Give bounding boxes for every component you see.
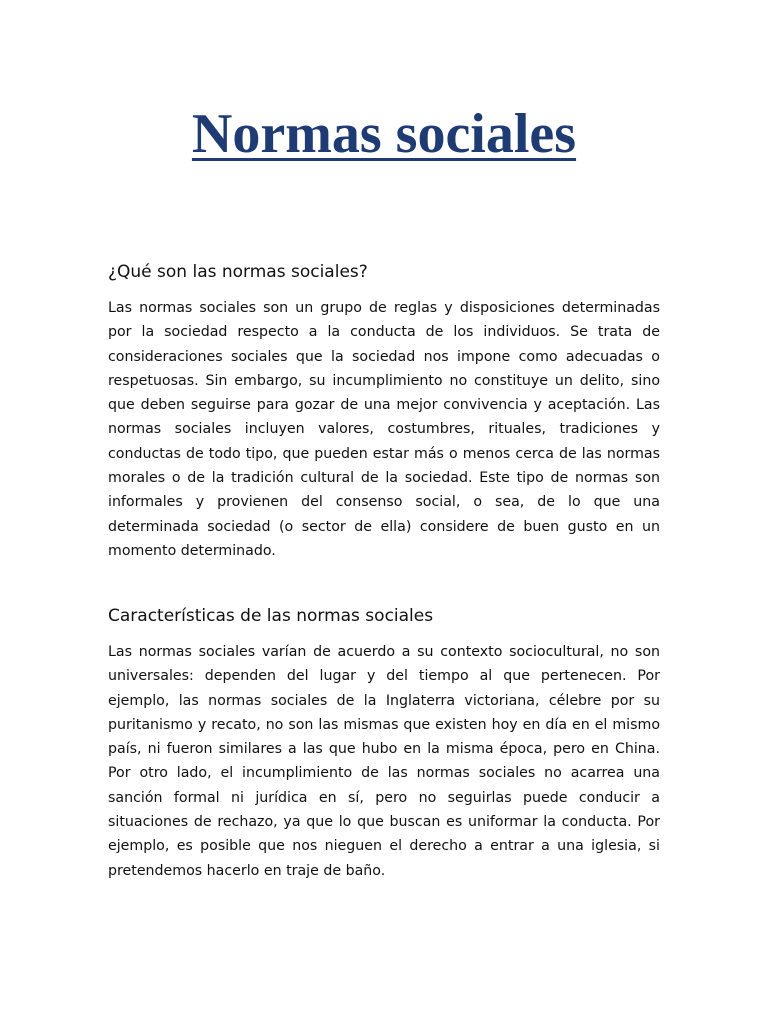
section-que-son xyxy=(108,258,660,563)
section-paragraph: Las normas sociales varían de acuerdo a su contexto sociocultural, no son universales: dependen del lugar y del tiempo al que pertenecen. Por ejemplo, las normas sociales de la Inglaterra victoriana, célebre por su puritanismo y recato, no son las mismas que existen hoy en día en el mismo país, ni fueron similares a las que hubo en la misma época, pero en China. Por otro lado, el incumplimiento de las normas sociales no acarrea una sanción formal ni jurídica en sí, pero no seguirlas puede conducir a situaciones de rechazo, ya que lo que buscan es uniformar la conducta. Por ejemplo, es posible que nos nieguen el derecho a entrar a una iglesia, si pretendemos hacerlo en traje de baño. xyxy=(108,644,660,879)
document-title-text: Normas sociales xyxy=(191,103,577,165)
document-title xyxy=(0,96,768,172)
section-heading: ¿Qué son las normas sociales? xyxy=(108,262,368,282)
section-paragraph: Las normas sociales son un grupo de reglas y disposiciones determinadas por la sociedad respecto a la conducta de los individuos. Se trata de consideraciones sociales que la sociedad nos impone como adecuadas o respetuosas. Sin embargo, su incumplimiento no constituye un delito, sino que deben seguirse para gozar de una mejor convivencia y aceptación. Las normas sociales incluyen valores, costumbres, rituales, tradiciones y conductas de todo tipo, que pueden estar más o menos cerca de las normas morales o de la tradición cultural de la sociedad. Este tipo de normas son informales y provienen del consenso social, o sea, de lo que una determinada sociedad (o sector de ella) considere de buen gusto en un momento determinado. xyxy=(108,300,660,559)
section-caracteristicas xyxy=(108,602,660,883)
section-heading: Características de las normas sociales xyxy=(108,606,434,626)
